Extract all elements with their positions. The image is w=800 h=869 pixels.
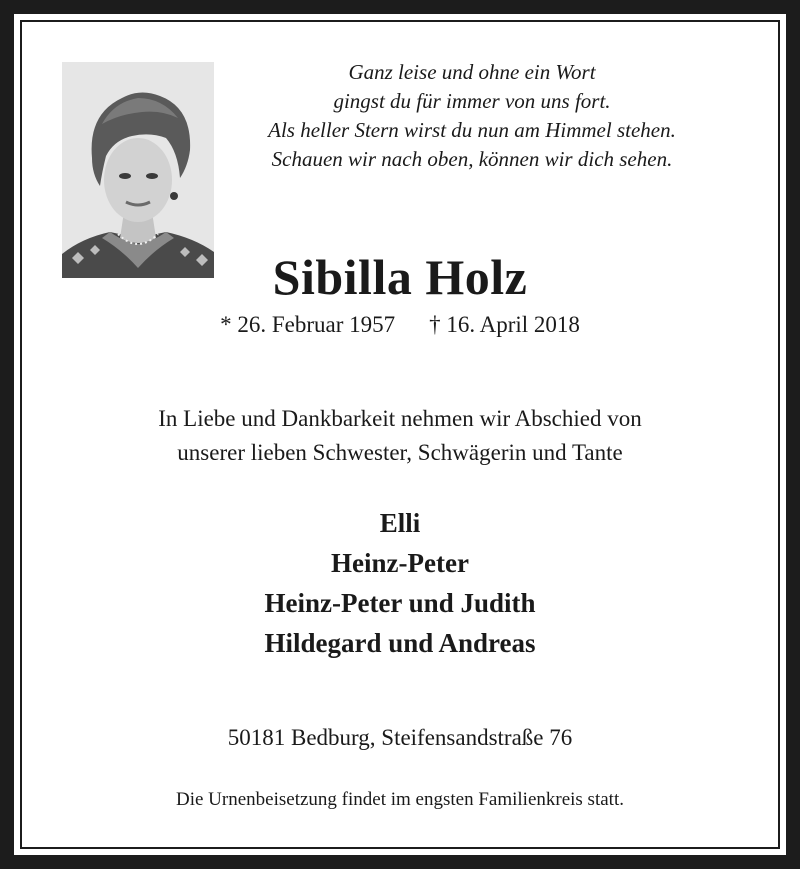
farewell-line: unserer lieben Schwester, Schwägerin und Tante — [177, 440, 623, 465]
portrait-photo — [62, 62, 214, 278]
address: 50181 Bedburg, Steifensandstraße 76 — [227, 725, 573, 750]
farewell-text — [40, 402, 760, 470]
mourners-list — [100, 503, 700, 663]
mourner-name: Heinz-Peter — [331, 548, 469, 578]
burial-notice: Die Urnenbeisetzung findet im engsten Familienkreis statt. — [176, 789, 624, 810]
deceased-name: Sibilla Holz — [272, 249, 528, 305]
life-dates — [100, 307, 700, 343]
poem-line: Schauen wir nach oben, können wir dich sehen. — [271, 147, 673, 171]
farewell-line: In Liebe und Dankbarkeit nehmen wir Abschied von — [158, 406, 642, 431]
poem-line: Als heller Stern wirst du nun am Himmel stehen. — [268, 118, 676, 142]
poem-line: Ganz leise und ohne ein Wort — [348, 60, 596, 84]
poem-line: gingst du für immer von uns fort. — [333, 89, 611, 113]
death-date: † 16. April 2018 — [429, 312, 580, 337]
birth-date: * 26. Februar 1957 — [220, 312, 396, 337]
poem — [224, 58, 720, 174]
mourner-name: Elli — [379, 508, 421, 538]
mourner-name: Hildegard und Andreas — [264, 628, 536, 658]
mourner-name: Heinz-Peter und Judith — [264, 588, 536, 618]
